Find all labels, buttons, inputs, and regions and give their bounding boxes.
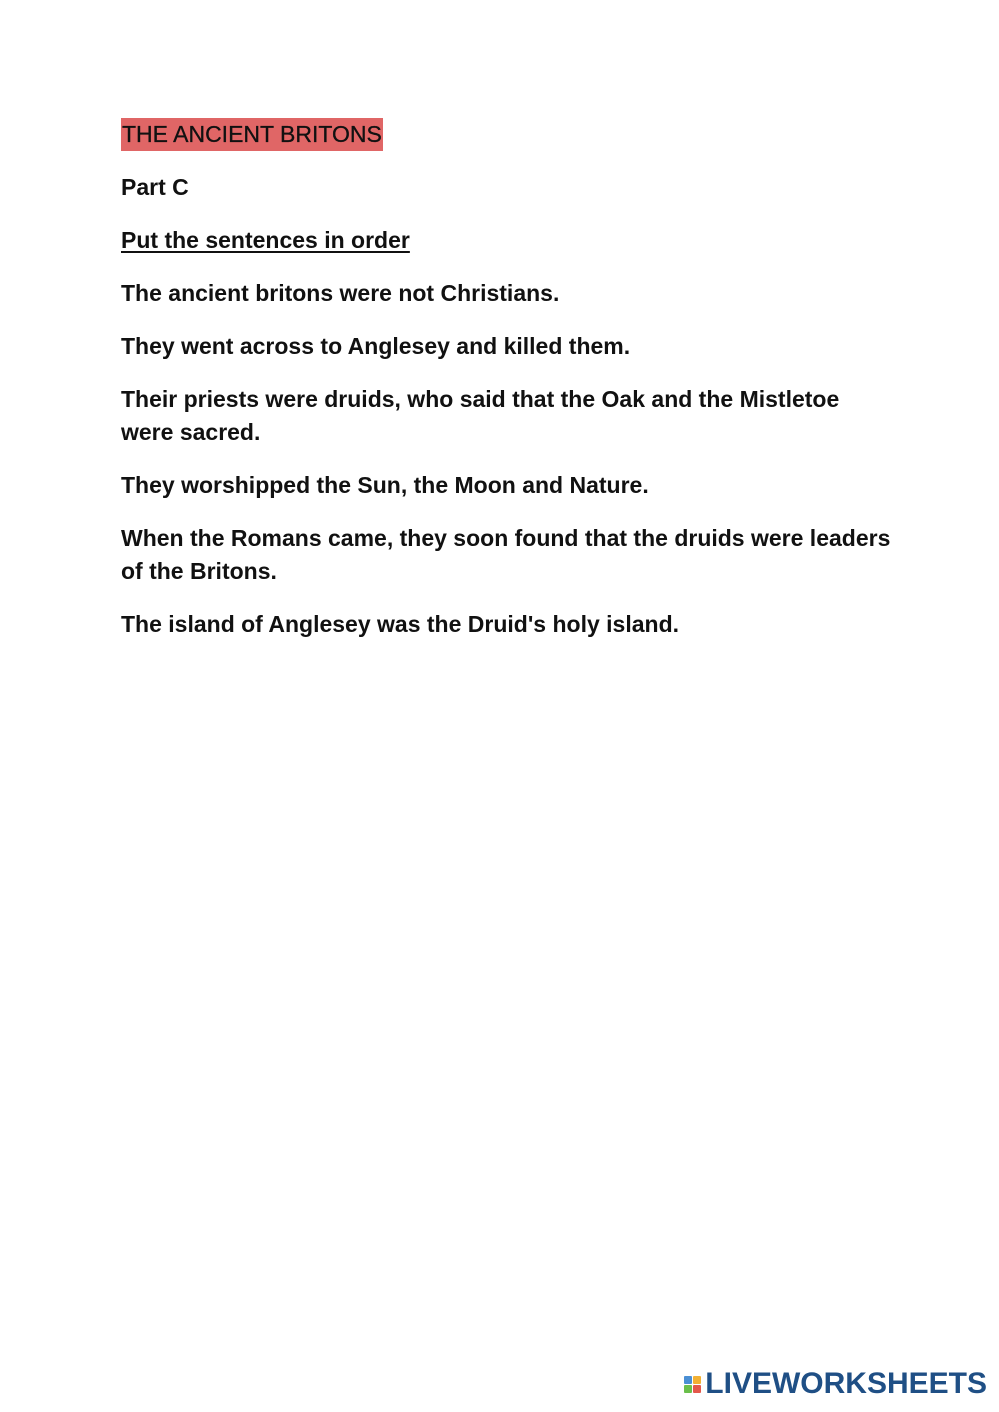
- instruction-text: Put the sentences in order: [121, 227, 410, 253]
- sentence-item[interactable]: The island of Anglesey was the Druid's holy island.: [121, 611, 680, 637]
- sentence-item[interactable]: When the Romans came, they soon found that the druids were leaders of the Britons.: [121, 525, 891, 584]
- page-title: THE ANCIENT BRITONS: [121, 118, 383, 151]
- sentence-item[interactable]: Their priests were druids, who said that the Oak and the Mistletoe were sacred.: [121, 386, 840, 445]
- sentence-list: [121, 277, 891, 641]
- logo-text: LIVEWORKSHEETS: [705, 1367, 987, 1400]
- instruction-line: [121, 224, 891, 257]
- sentence-item[interactable]: The ancient britons were not Christians.: [121, 280, 560, 306]
- worksheet-content: [121, 118, 891, 661]
- sentence-item[interactable]: They worshipped the Sun, the Moon and Nature.: [121, 472, 649, 498]
- title-line: [121, 118, 891, 151]
- liveworksheets-logo: [684, 1368, 987, 1400]
- part-label: Part C: [121, 174, 189, 200]
- sentence-item[interactable]: They went across to Anglesey and killed them.: [121, 333, 631, 359]
- logo-blocks-icon: [684, 1376, 701, 1393]
